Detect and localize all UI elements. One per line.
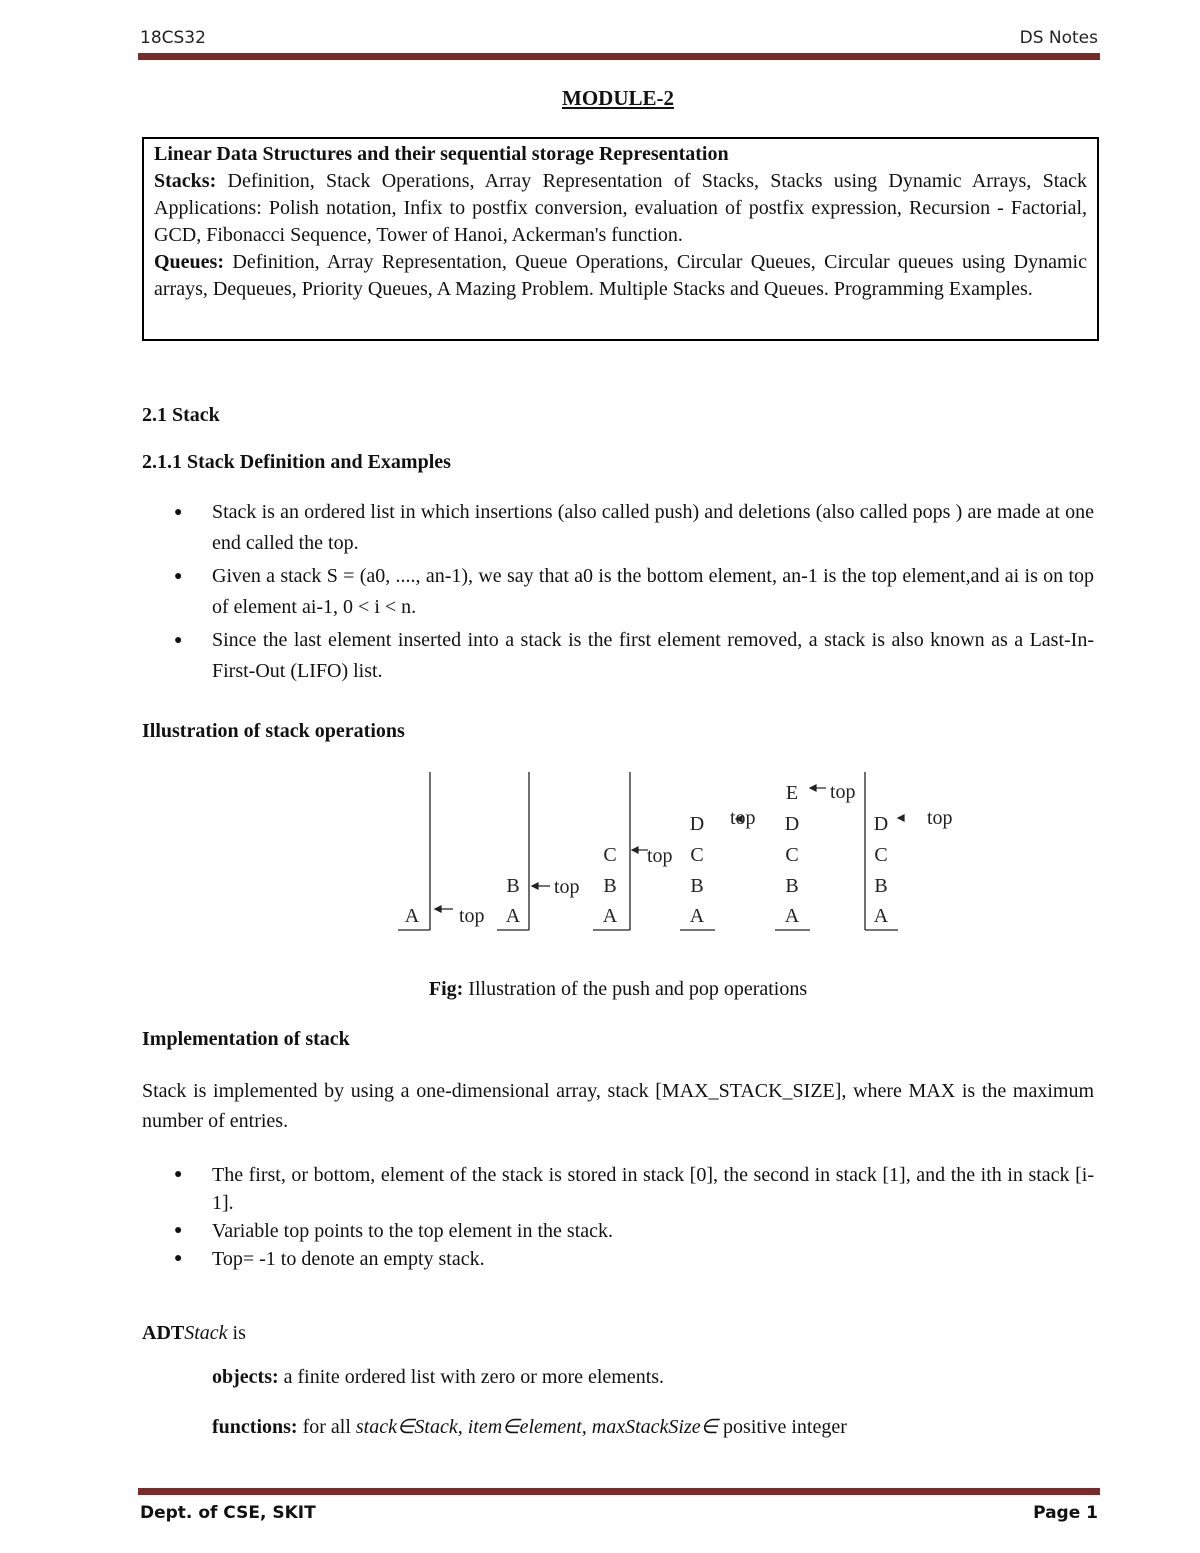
- stack-element-b: B: [874, 875, 888, 897]
- top-label: top: [647, 845, 673, 867]
- header-notes-label: DS Notes: [1019, 28, 1098, 48]
- stack-element-d: D: [689, 813, 705, 835]
- stack-element-c: C: [690, 844, 704, 866]
- stack-element-b: B: [603, 875, 617, 897]
- stack-element-c: C: [785, 844, 799, 866]
- figure-caption-text: Illustration of the push and pop operations: [463, 978, 808, 1000]
- top-label: top: [927, 807, 953, 829]
- adt-name: Stack: [184, 1322, 228, 1344]
- implementation-paragraph: Stack is implemented by using a one-dimensional array, stack [MAX_STACK_SIZE], where MAX is the maximum number of entries.: [142, 1080, 1094, 1132]
- section-heading-2-1-1: 2.1.1 Stack Definition and Examples: [142, 451, 451, 473]
- top-label: top: [730, 807, 756, 829]
- stacks-topics: Definition, Stack Operations, Array Representation of Stacks, Stacks using Dynamic Arrays, Stack Applications: Polish notation, Infix to postfix conversion, evaluation of postfix expression, Recursion - Factorial, GCD, Fibonacci Sequence, Tower of Hanoi, Ackerman's function.: [154, 170, 1087, 246]
- department-label: Dept. of CSE, SKIT: [140, 1503, 316, 1523]
- figure-caption-label: Fig:: [428, 978, 464, 1000]
- stack-element-c: C: [603, 844, 617, 866]
- list-item: ● Top= -1 to denote an empty stack.: [142, 1245, 1094, 1273]
- stack-element-b: B: [690, 875, 704, 897]
- adt-objects: [212, 1366, 664, 1389]
- adt-title: [142, 1318, 1094, 1348]
- implementation-list: [142, 1161, 1094, 1273]
- stack-element-b: B: [506, 875, 520, 897]
- stack-element-d: D: [784, 813, 800, 835]
- footer-rule: [138, 1488, 1100, 1495]
- objects-text: a finite ordered list with zero or more elements.: [278, 1366, 665, 1388]
- functions-label: functions:: [212, 1416, 298, 1438]
- definition-list: [142, 497, 1094, 689]
- adt-functions: [212, 1414, 847, 1439]
- page-header: [140, 28, 1098, 52]
- functions-domain: stack∈Stack, item∈element, maxStackSize∈: [355, 1416, 719, 1438]
- queues-topics: Definition, Array Representation, Queue Operations, Circular Queues, Circular queues using Dynamic arrays, Dequeues, Priority Queues, A Mazing Problem. Multiple Stacks and Queues. Programming Examples.: [154, 251, 1087, 300]
- list-item: ● Variable top points to the top element in the stack.: [142, 1217, 1094, 1245]
- list-item: ● The first, or bottom, element of the stack is stored in stack [0], the second in stack [1], and the ith in stack [i-1].: [142, 1161, 1094, 1217]
- illustration-heading: Illustration of stack operations: [142, 720, 405, 742]
- top-label: top: [554, 876, 580, 898]
- adt-suffix: is: [227, 1322, 246, 1344]
- syllabus-heading: Linear Data Structures and their sequential storage Representation: [154, 143, 729, 165]
- stack-element-e: E: [785, 782, 799, 804]
- page-number: Page 1: [1033, 1503, 1098, 1523]
- implementation-heading: Implementation of stack: [142, 1028, 350, 1050]
- stack-element-a: A: [505, 905, 521, 927]
- objects-label: objects:: [212, 1366, 279, 1388]
- stack-element-d: D: [873, 813, 889, 835]
- functions-text-end: positive integer: [718, 1416, 847, 1438]
- stack-operations-diagram: [390, 770, 970, 940]
- course-code: 18CS32: [140, 28, 206, 48]
- module-title: MODULE-2: [562, 86, 674, 110]
- figure-caption: [0, 978, 1200, 1001]
- top-label: top: [459, 905, 485, 927]
- top-label: top: [830, 781, 856, 803]
- list-item: ● Stack is an ordered list in which insertions (also called push) and deletions (also called pops ) are made at one end called the top.: [142, 497, 1094, 559]
- list-item: ● Since the last element inserted into a stack is the first element removed, a stack is also known as a Last-In-First-Out (LIFO) list.: [142, 625, 1094, 687]
- stack-element-a: A: [784, 905, 800, 927]
- stack-element-b: B: [785, 875, 799, 897]
- stacks-label: Stacks:: [154, 170, 217, 192]
- stack-element-a: A: [404, 905, 420, 927]
- stack-element-a: A: [873, 905, 889, 927]
- functions-text: for all: [297, 1416, 356, 1438]
- stack-element-c: C: [874, 844, 888, 866]
- header-rule: [138, 53, 1100, 60]
- list-item: ● Given a stack S = (a0, ...., an-1), we say that a0 is the bottom element, an-1 is the top element,and ai is on top of element ai-1, 0 < i < n.: [142, 561, 1094, 623]
- page-footer: [140, 1503, 1098, 1527]
- adt-prefix: ADT: [142, 1322, 185, 1344]
- stack-element-a: A: [602, 905, 618, 927]
- stack-element-a: A: [689, 905, 705, 927]
- queues-label: Queues:: [154, 251, 224, 273]
- syllabus-box: [142, 137, 1099, 341]
- section-heading-2-1: 2.1 Stack: [142, 404, 220, 426]
